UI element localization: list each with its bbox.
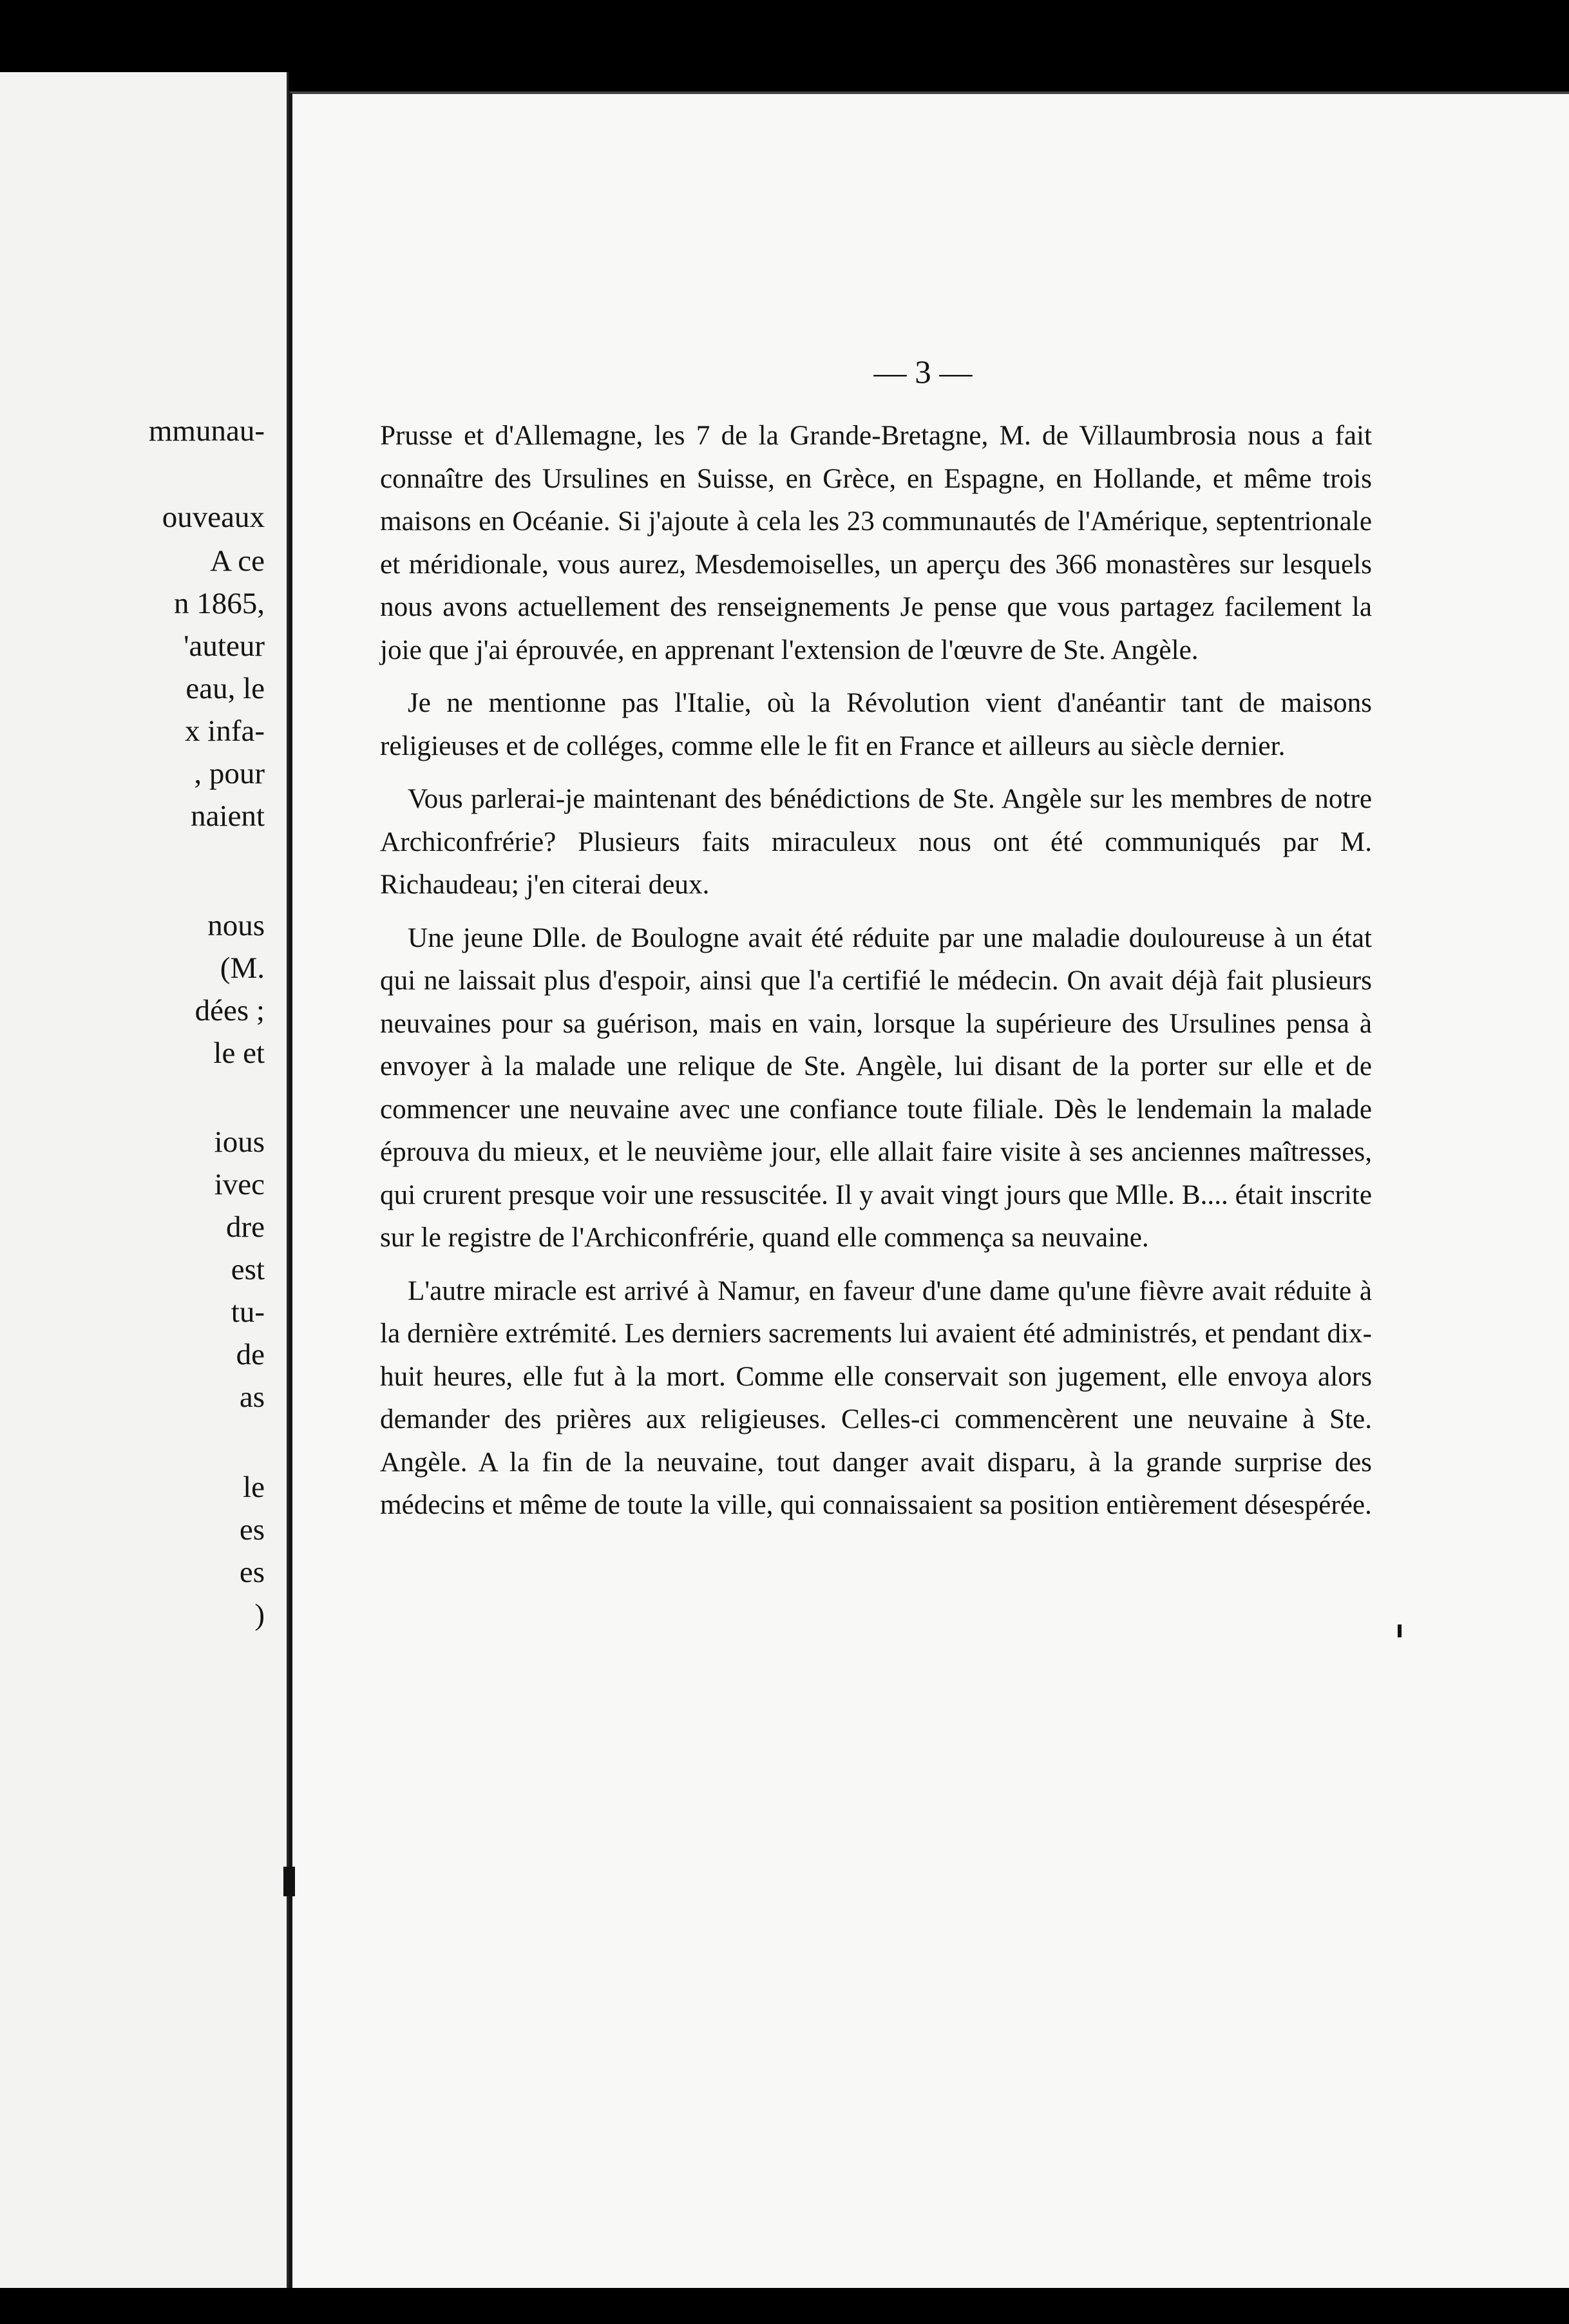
- left-page-line: de: [236, 1338, 265, 1371]
- left-page-line: ious: [214, 1125, 265, 1159]
- left-page-line: A ce: [210, 544, 265, 578]
- left-page-line: dées ;: [195, 994, 265, 1027]
- paragraph: Vous parlerai-je maintenant des bénédictions de Ste. Angèle sur les membres de notre Archiconfrérie? Plusieurs faits miraculeux nous ont été communiqués par M. Richaudeau; j'en citerai deux.: [380, 784, 1372, 900]
- left-page-line: 'auteur: [184, 629, 265, 663]
- left-page-line: nous: [207, 909, 265, 942]
- ink-mark: [283, 1867, 295, 1896]
- paragraph: Prusse et d'Allemagne, les 7 de la Grande-Bretagne, M. de Villaumbrosia nous a fait connaître des Ursulines en Suisse, en Grèce, en Espagne, en Hollande, et même trois maisons en Océanie. Si j'ajoute à cela les 23 communautés de l'Amérique, septentrionale et méridionale, vous aurez, Mesdemoiselles, un aperçu des 366 monastères sur lesquels nous avons actuellement des renseignements Je pense que vous partagez facilement la joie que j'ai éprouvée, en apprenant l'extension de l'œuvre de Ste. Angèle.: [380, 421, 1372, 665]
- left-page-line: , pour: [194, 757, 265, 790]
- left-page-line: ): [254, 1598, 265, 1632]
- left-page-line: naient: [191, 799, 265, 833]
- page-number: — 3 —: [873, 355, 973, 391]
- left-page-line: le: [243, 1471, 265, 1504]
- left-page-line: dre: [225, 1210, 265, 1244]
- paragraph: Je ne mentionne pas l'Italie, où la Révolution vient d'anéantir tant de maisons religieuses et de colléges, comme elle le fit en France et ailleurs au siècle dernier.: [380, 688, 1372, 761]
- ink-mark: [1398, 1624, 1402, 1637]
- left-page-line: le et: [213, 1036, 265, 1070]
- page-body: [380, 415, 1372, 1538]
- left-page-line: est: [231, 1253, 265, 1286]
- left-page-line: es: [239, 1556, 265, 1589]
- left-facing-page: [0, 72, 289, 2288]
- book-page: [289, 91, 1569, 2288]
- left-page-line: es: [239, 1513, 265, 1547]
- left-page-line: eau, le: [185, 672, 265, 705]
- left-page-line: tu-: [231, 1295, 265, 1329]
- left-page-line: ouveaux: [162, 500, 265, 534]
- left-page-line: x infa-: [185, 714, 265, 748]
- paragraph: L'autre miracle est arrivé à Namur, en faveur d'une dame qu'une fièvre avait réduite à la dernière extrémité. Les derniers sacrements lui avaient été administrés, et pendant dix-huit heures, elle fut à la mort. Comme elle conservait son jugement, elle envoya alors demander des prières aux religieuses. Celles-ci commencèrent une neuvaine à Ste. Angèle. A la fin de la neuvaine, tout danger avait disparu, à la grande surprise des médecins et même de toute la ville, qui connaissaient sa position entièrement désespérée.: [380, 1275, 1372, 1520]
- left-page-line: mmunau-: [148, 414, 265, 448]
- paragraph: Une jeune Dlle. de Boulogne avait été réduite par une maladie douloureuse à un état qui ne laissait plus d'espoir, ainsi que l'a certifié le médecin. On avait déjà fait plusieurs neuvaines pour sa guérison, mais en vain, lorsque la supérieure des Ursulines pensa à envoyer à la malade une relique de Ste. Angèle, lui disant de la porter sur elle et de commencer une neuvaine avec une confiance toute filiale. Dès le lendemain la malade éprouva du mieux, et le neuvième jour, elle allait faire visite à ses anciennes maîtresses, qui crurent presque voir une ressuscitée. Il y avait vingt jours que Mlle. B.... était inscrite sur le registre de l'Archiconfrérie, quand elle commença sa neuvaine.: [380, 922, 1372, 1253]
- left-page-line: (M.: [220, 951, 265, 985]
- left-page-line: ivec: [214, 1168, 265, 1201]
- left-page-line: n 1865,: [174, 587, 265, 620]
- left-page-line: as: [239, 1380, 265, 1414]
